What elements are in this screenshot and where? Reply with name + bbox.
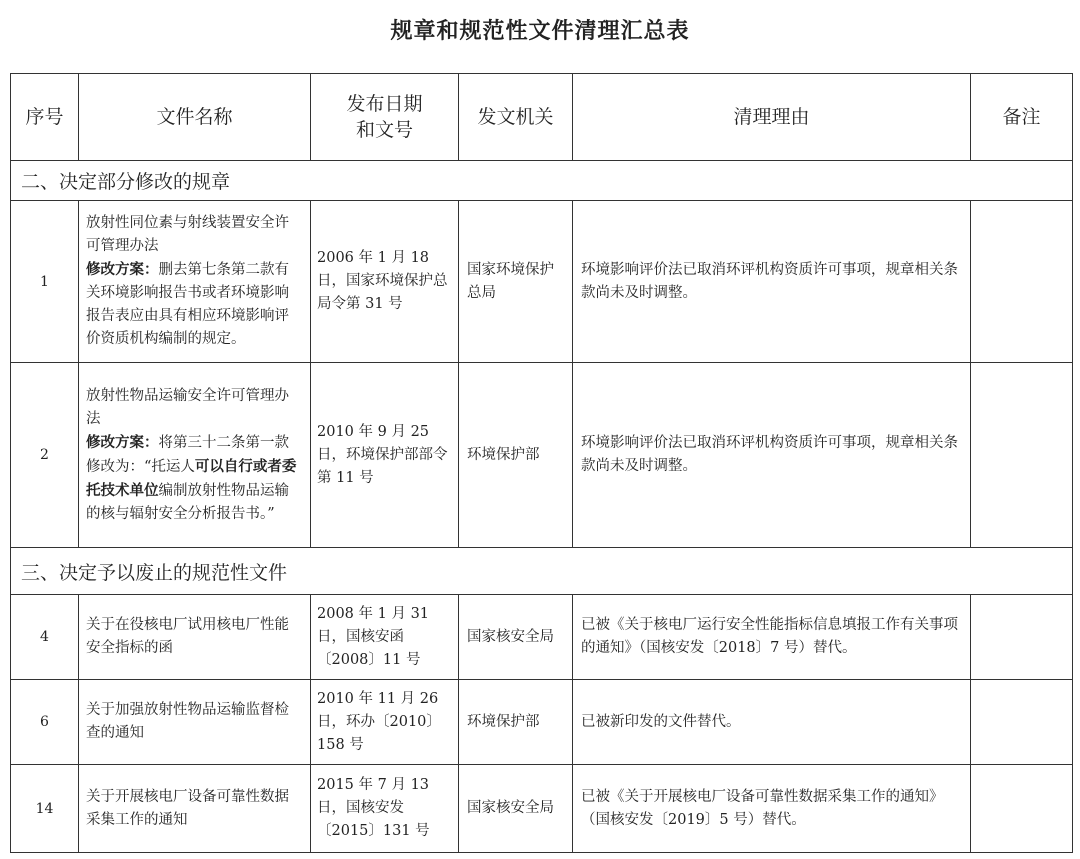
row-no: 2 (11, 363, 79, 548)
row-no: 6 (11, 680, 79, 765)
header-org: 发文机关 (459, 74, 573, 161)
row-reason: 环境影响评价法已取消环评机构资质许可事项，规章相关条款尚未及时调整。 (573, 363, 971, 548)
header-name: 文件名称 (79, 74, 311, 161)
section-heading: 三、决定予以废止的规范性文件 (11, 548, 1073, 595)
row-remark (971, 680, 1073, 765)
row-remark (971, 201, 1073, 363)
row-date: 2010 年 11 月 26 日，环办〔2010〕158 号 (311, 680, 459, 765)
row-reason: 已被《关于核电厂运行安全性能指标信息填报工作有关事项的通知》（国核安发〔2018〕7 号）替代。 (573, 595, 971, 680)
row-name: 关于加强放射性物品运输监督检查的通知 (79, 680, 311, 765)
row-plan-text: 删去第七条第二款有关环境影响报告书或者环境影响报告表应由具有相应环境影响评价资质机构编制的规定。 (86, 262, 289, 347)
row-reason: 已被《关于开展核电厂设备可靠性数据采集工作的通知》（国核安发〔2019〕5 号）替代。 (573, 765, 971, 853)
header-reason: 清理理由 (573, 74, 971, 161)
row-org: 环境保护部 (459, 680, 573, 765)
row-remark (971, 363, 1073, 548)
row-org: 国家核安全局 (459, 765, 573, 853)
row-name (79, 201, 311, 363)
row-date: 2015 年 7 月 13 日，国核安发〔2015〕131 号 (311, 765, 459, 853)
header-date (311, 74, 459, 161)
cleanup-summary-table (10, 73, 1073, 853)
table-row (11, 595, 1073, 680)
row-date: 2008 年 1 月 31 日，国核安函〔2008〕11 号 (311, 595, 459, 680)
table-row (11, 680, 1073, 765)
header-remark: 备注 (971, 74, 1073, 161)
table-row (11, 363, 1073, 548)
row-no: 1 (11, 201, 79, 363)
header-date-line1: 发布日期 (346, 93, 423, 115)
row-reason: 已被新印发的文件替代。 (573, 680, 971, 765)
row-name-title: 放射性物品运输安全许可管理办法 (86, 387, 289, 427)
section-heading-row (11, 548, 1073, 595)
header-date-line2: 和文号 (355, 119, 413, 141)
row-org: 国家环境保护总局 (459, 201, 573, 363)
row-no: 4 (11, 595, 79, 680)
section-heading-row (11, 161, 1073, 201)
section-heading: 二、决定部分修改的规章 (11, 161, 1073, 201)
row-plan-label: 修改方案： (86, 261, 159, 278)
row-date: 2010 年 9 月 25 日，环境保护部部令第 11 号 (311, 363, 459, 548)
header-no: 序号 (11, 74, 79, 161)
row-date: 2006 年 1 月 18 日，国家环境保护总局令第 31 号 (311, 201, 459, 363)
row-plan-label: 修改方案： (86, 433, 159, 451)
row-name (79, 363, 311, 548)
row-no: 14 (11, 765, 79, 853)
row-remark (971, 595, 1073, 680)
row-name: 关于在役核电厂试用核电厂性能安全指标的函 (79, 595, 311, 680)
page-title: 规章和规范性文件清理汇总表 (390, 19, 690, 44)
row-name-title: 放射性同位素与射线装置安全许可管理办法 (86, 215, 289, 254)
row-plan-bold: 可以自行或者委托技术单位 (86, 457, 297, 499)
row-remark (971, 765, 1073, 853)
table-row (11, 765, 1073, 853)
row-plan-text: 将第三十二条第一款修改为：“托运人 (86, 434, 289, 475)
header-row (11, 74, 1073, 161)
row-name: 关于开展核电厂设备可靠性数据采集工作的通知 (79, 765, 311, 853)
row-plan-text-tail: 编制放射性物品运输的核与辐射安全分析报告书。” (86, 482, 289, 522)
row-reason: 环境影响评价法已取消环评机构资质许可事项，规章相关条款尚未及时调整。 (573, 201, 971, 363)
row-org: 国家核安全局 (459, 595, 573, 680)
table-row (11, 201, 1073, 363)
row-org: 环境保护部 (459, 363, 573, 548)
